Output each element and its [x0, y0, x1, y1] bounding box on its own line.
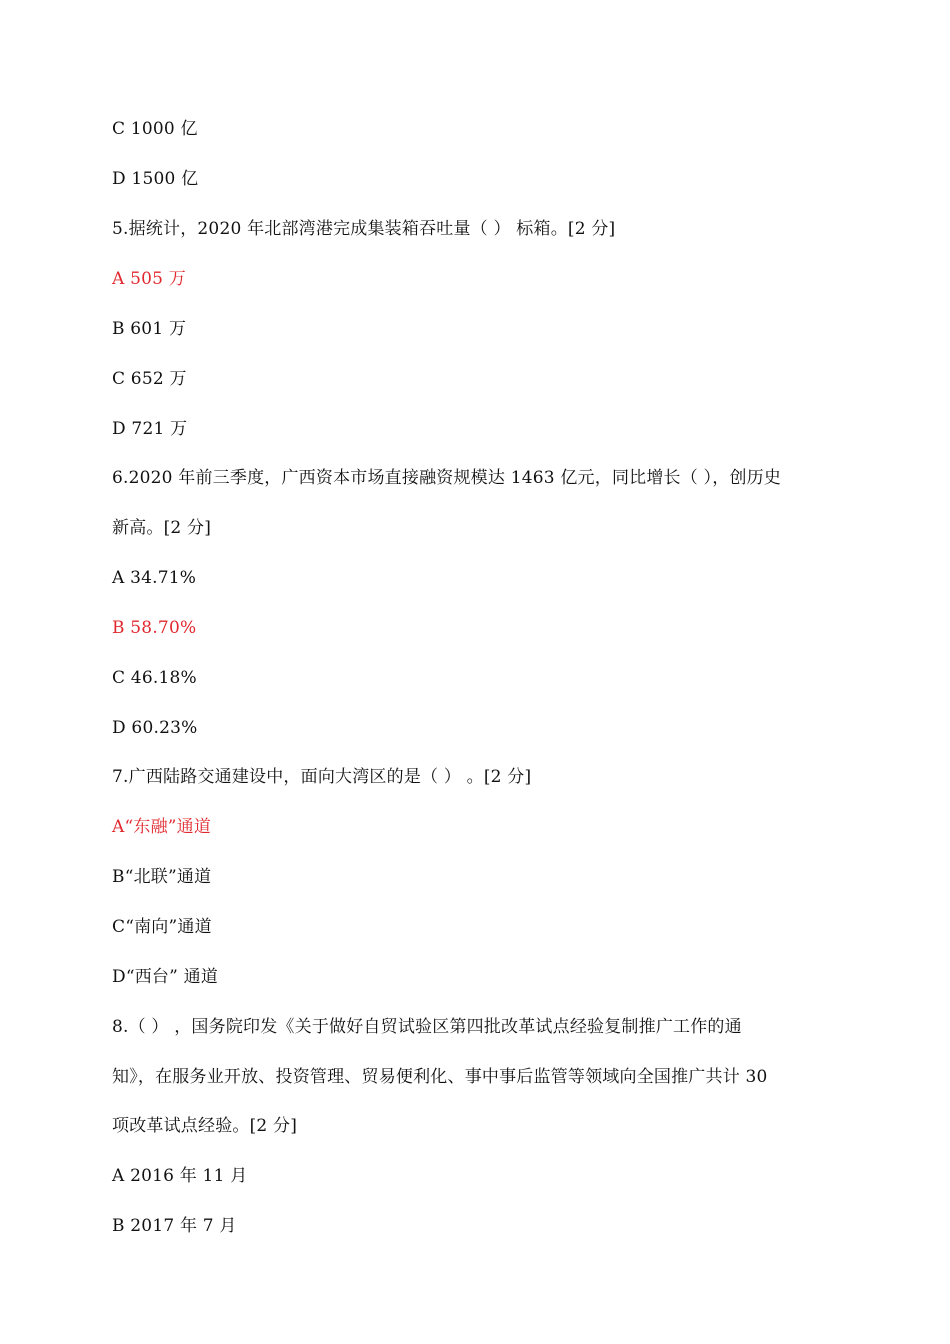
q5-option-c: C 652 万 [112, 369, 187, 389]
question-8-text-line-2: 知》，在服务业开放、投资管理、贸易便利化、事中事后监管等领域向全国推广共计 30 [112, 1067, 768, 1087]
question-5-text: 5.据统计，2020 年北部湾港完成集装箱吞吐量（ ） 标箱。[2 分] [112, 219, 616, 239]
q8-option-b: B 2017 年 7 月 [112, 1216, 237, 1236]
q5-option-d: D 721 万 [112, 419, 188, 439]
q8-option-a: A 2016 年 11 月 [112, 1166, 248, 1186]
q6-option-c: C 46.18% [112, 668, 197, 688]
q4-option-d: D 1500 亿 [112, 169, 199, 189]
q7-option-b: B“北联”通道 [112, 867, 212, 887]
q7-option-c: C“南向”通道 [112, 917, 212, 937]
q6-option-a: A 34.71% [112, 568, 197, 588]
question-6-text-line-2: 新高。[2 分] [112, 518, 212, 538]
question-6-text-line-1: 6.2020 年前三季度，广西资本市场直接融资规模达 1463 亿元，同比增长（ ），创历史 [112, 468, 782, 488]
q6-option-b-correct: B 58.70% [112, 618, 197, 638]
q5-option-a-correct: A 505 万 [112, 269, 186, 289]
question-7-text: 7.广西陆路交通建设中，面向大湾区的是（ ） 。[2 分] [112, 767, 532, 787]
q7-option-a-correct: A“东融”通道 [112, 817, 212, 837]
question-8-text-line-1: 8.（ ） ，国务院印发《关于做好自贸试验区第四批改革试点经验复制推广工作的通 [112, 1017, 742, 1037]
question-8-text-line-3: 项改革试点经验。[2 分] [112, 1116, 298, 1136]
q6-option-d: D 60.23% [112, 718, 198, 738]
q7-option-d: D“西台” 通道 [112, 967, 219, 987]
q5-option-b: B 601 万 [112, 319, 187, 339]
q4-option-c: C 1000 亿 [112, 119, 198, 139]
